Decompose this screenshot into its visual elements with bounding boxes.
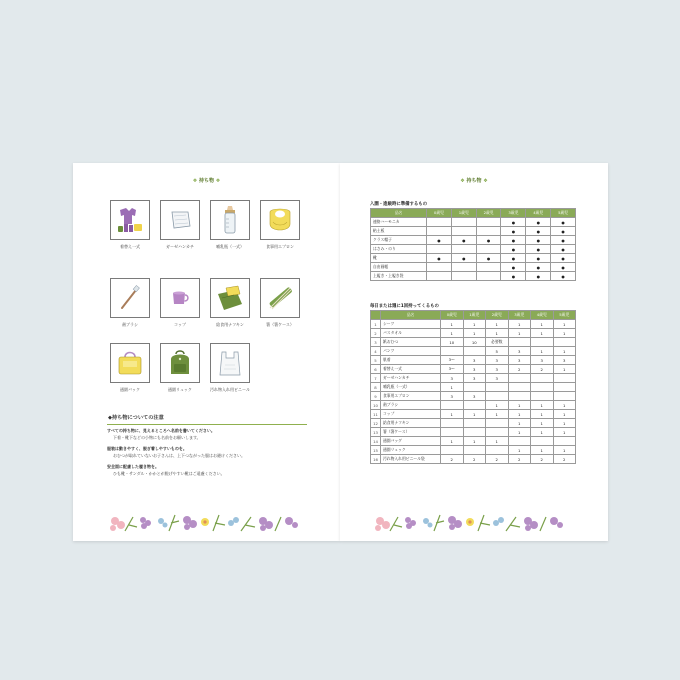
table-cell	[553, 374, 576, 383]
table-cell: 1	[441, 320, 464, 329]
table-cell: 1	[531, 410, 554, 419]
table-cell	[486, 428, 509, 437]
table-cell	[427, 245, 452, 254]
table-cell: 5	[371, 356, 381, 365]
table-cell: ●	[526, 227, 551, 236]
item-box	[110, 278, 150, 318]
chopsticks-icon	[264, 282, 296, 314]
item-box	[260, 278, 300, 318]
table-cell: ●	[451, 236, 476, 245]
table-row	[371, 263, 576, 272]
table-cell: 1	[486, 437, 509, 446]
item-label: 歯ブラシ	[122, 322, 138, 327]
table-cell: 必要数	[486, 338, 509, 347]
table-cell	[508, 437, 531, 446]
table-cell: 3	[371, 338, 381, 347]
table-cell: 3	[441, 392, 464, 401]
table-header-cell: 2歳児	[476, 209, 501, 218]
table-cell	[463, 401, 486, 410]
item-label: コップ	[174, 322, 186, 327]
table-cell	[531, 392, 554, 401]
table-header-cell: 3歳児	[508, 311, 531, 320]
table-cell: 1	[441, 437, 464, 446]
table-cell: 1	[531, 401, 554, 410]
item-chopsticks	[260, 278, 300, 328]
item-box	[210, 278, 250, 318]
table-row	[371, 236, 576, 245]
table-cell	[553, 383, 576, 392]
table-cell: ●	[551, 254, 576, 263]
header-glyph-left: ❖	[192, 178, 198, 184]
table-row	[371, 437, 576, 446]
note-line: すべての持ち物に、見えるところへ名前を書いてください。	[107, 428, 215, 433]
table-cell: 3	[463, 374, 486, 383]
table-header-cell: 3歳児	[501, 209, 526, 218]
table-cell: 3	[486, 356, 509, 365]
table-cell: ●	[526, 263, 551, 272]
table-cell: 3	[486, 374, 509, 383]
table-cell	[451, 218, 476, 227]
table-cell: ●	[501, 263, 526, 272]
table-cell	[531, 383, 554, 392]
table-cell	[476, 263, 501, 272]
table-cell: 1	[553, 329, 576, 338]
table-row	[371, 356, 576, 365]
table-cell	[508, 374, 531, 383]
item-label: 着替え一式	[120, 244, 140, 249]
table-cell: 5	[486, 347, 509, 356]
table-cell: 13	[371, 428, 381, 437]
table-cell: 6	[371, 365, 381, 374]
item-label: 汚れ物入れ用ビニール	[210, 387, 250, 392]
table-cell: 1	[441, 410, 464, 419]
table-cell	[463, 347, 486, 356]
table-row	[371, 254, 576, 263]
napkin-bag-icon	[214, 282, 246, 314]
table-cell: 9	[371, 392, 381, 401]
table-cell: 食事用エプロン	[381, 392, 441, 401]
item-bib	[260, 200, 300, 250]
table-cell: 1	[553, 401, 576, 410]
item-box	[160, 278, 200, 318]
bib-icon	[264, 204, 296, 236]
table-cell	[463, 428, 486, 437]
bag-icon	[114, 347, 146, 379]
table-cell: ●	[551, 272, 576, 281]
notes-divider	[107, 424, 307, 425]
table-cell: 1	[508, 329, 531, 338]
table-cell: 着替え一式	[381, 365, 441, 374]
table-cell: 3	[463, 365, 486, 374]
table-cell: ●	[551, 263, 576, 272]
item-box	[110, 343, 150, 383]
table-cell: 2	[371, 329, 381, 338]
table-cell: ●	[551, 218, 576, 227]
table-cell: ●	[427, 236, 452, 245]
table-cell: 1	[531, 419, 554, 428]
table-cell: 連絡ハーモニカ	[371, 218, 427, 227]
table-cell: ●	[501, 245, 526, 254]
cup-icon	[164, 282, 196, 314]
item-label: 哺乳瓶（一式）	[216, 244, 244, 249]
table-cell: 1	[531, 446, 554, 455]
table-cell	[553, 392, 576, 401]
item-cup	[160, 278, 200, 328]
item-box	[160, 343, 200, 383]
table-cell: 3	[531, 356, 554, 365]
table-cell	[463, 383, 486, 392]
table-cell	[553, 338, 576, 347]
left-page-header	[73, 177, 340, 184]
table-cell: 2	[463, 455, 486, 464]
table-cell	[463, 446, 486, 455]
table-row	[371, 347, 576, 356]
handkerchief-icon	[164, 204, 196, 236]
table-cell: シーツ	[381, 320, 441, 329]
table-cell: 1	[486, 329, 509, 338]
table1-header-row	[371, 209, 576, 218]
table-cell: 2	[486, 455, 509, 464]
table-cell	[508, 383, 531, 392]
table-cell: 1	[508, 428, 531, 437]
table-cell: 1	[553, 347, 576, 356]
table-cell: 箸（箸ケース）	[381, 428, 441, 437]
table-header-cell: 5歳児	[553, 311, 576, 320]
table-cell: ●	[451, 254, 476, 263]
right-page-header-text: 持ち物	[466, 178, 482, 184]
left-page	[73, 163, 340, 541]
table-cell: 1	[463, 410, 486, 419]
table-cell: 1	[441, 329, 464, 338]
table-cell	[427, 272, 452, 281]
table-cell	[441, 428, 464, 437]
right-page	[340, 163, 608, 541]
table-cell: 1	[463, 437, 486, 446]
table-cell: ●	[526, 254, 551, 263]
table-cell: 靴	[371, 254, 427, 263]
table-cell: 7	[371, 374, 381, 383]
table-cell: 1	[553, 446, 576, 455]
table-row	[371, 446, 576, 455]
table-cell: ●	[476, 254, 501, 263]
table-header-cell: 2歳児	[486, 311, 509, 320]
table-cell	[531, 437, 554, 446]
table-header-cell: 1歳児	[451, 209, 476, 218]
table-cell	[451, 245, 476, 254]
table-cell	[441, 419, 464, 428]
table-row	[371, 383, 576, 392]
table-cell: バスタオル	[381, 329, 441, 338]
table-row	[371, 401, 576, 410]
left-page-header-text: 持ち物	[198, 178, 214, 184]
preparation-table	[370, 208, 576, 281]
item-box	[160, 200, 200, 240]
item-napkin	[210, 278, 250, 328]
table-row	[371, 392, 576, 401]
table-cell	[531, 374, 554, 383]
item-clothes	[110, 200, 150, 250]
table-cell	[427, 227, 452, 236]
header-glyph-right: ❖	[483, 178, 488, 184]
table-cell: 2	[531, 455, 554, 464]
item-handkerchief	[160, 200, 200, 250]
table-cell: 3	[508, 356, 531, 365]
table-cell: 1	[531, 347, 554, 356]
table-cell: 2	[553, 455, 576, 464]
table-cell: 通園バッグ	[381, 437, 441, 446]
table-cell	[486, 392, 509, 401]
table-header-cell: 4歳児	[526, 209, 551, 218]
table-cell: ●	[526, 236, 551, 245]
table-cell: 1	[553, 428, 576, 437]
table-cell: 粘土板	[371, 227, 427, 236]
table-header-cell: 品名	[381, 311, 441, 320]
table-cell: 給食用ナフキン	[381, 419, 441, 428]
item-label: 通園リュック	[168, 387, 192, 392]
table-cell: コップ	[381, 410, 441, 419]
table-cell	[427, 263, 452, 272]
table-cell: ●	[427, 254, 452, 263]
table-cell: ●	[551, 245, 576, 254]
plastic-bag-icon	[214, 347, 246, 379]
table-cell	[486, 419, 509, 428]
table-cell	[508, 338, 531, 347]
item-plastic-bag	[210, 343, 250, 393]
table-cell: ●	[551, 236, 576, 245]
table-cell: 1	[553, 320, 576, 329]
table-cell: 10	[463, 338, 486, 347]
table-cell: ●	[501, 227, 526, 236]
table-cell: ガーゼハンカチ	[381, 374, 441, 383]
table-cell: 14	[371, 437, 381, 446]
table-cell	[451, 263, 476, 272]
table-cell: ●	[526, 245, 551, 254]
table-header-cell	[371, 311, 381, 320]
table-row	[371, 329, 576, 338]
table-cell: 1	[553, 365, 576, 374]
table-cell: 3	[463, 392, 486, 401]
item-label: 給食用ナフキン	[216, 322, 244, 327]
right-page-header	[340, 177, 608, 184]
table-cell: 16	[371, 455, 381, 464]
table-cell: 3	[486, 365, 509, 374]
table-cell: 肌着	[381, 356, 441, 365]
table-cell	[476, 272, 501, 281]
table-cell: ●	[526, 218, 551, 227]
note-line: 安全面に配慮した履き物を。	[107, 464, 159, 469]
item-box	[210, 200, 250, 240]
table-cell: 1	[553, 419, 576, 428]
table-row	[371, 428, 576, 437]
table-cell: 1	[486, 320, 509, 329]
item-box	[110, 200, 150, 240]
table-cell: 1	[463, 329, 486, 338]
table-cell: 1	[508, 410, 531, 419]
note-line: おむつが取れていないお子さんは、上下つながった服はお避けください。	[113, 453, 245, 458]
floral-decoration-icon	[374, 511, 570, 535]
table-cell: 10	[441, 338, 464, 347]
item-backpack	[160, 343, 200, 393]
clothes-icon	[114, 204, 146, 236]
item-toothbrush	[110, 278, 150, 328]
toothbrush-icon	[114, 282, 146, 314]
table-row	[371, 227, 576, 236]
table-header-cell: 4歳児	[531, 311, 554, 320]
table-cell: パンツ	[381, 347, 441, 356]
item-box	[260, 200, 300, 240]
table-cell: 15	[371, 446, 381, 455]
table-cell: 3〜	[441, 356, 464, 365]
table-cell: 歯ブラシ	[381, 401, 441, 410]
table-cell	[451, 227, 476, 236]
item-box	[210, 343, 250, 383]
table-header-cell: 品名	[371, 209, 427, 218]
table-cell: 1	[553, 410, 576, 419]
header-glyph-right: ❖	[215, 178, 221, 184]
note-line: 下着・靴下などの小物にも名前をお願いします。	[113, 435, 201, 440]
table-cell: 上履き・上履き袋	[371, 272, 427, 281]
daily-items-table	[370, 310, 576, 464]
table-cell: 1	[508, 401, 531, 410]
table-cell	[531, 338, 554, 347]
table-row	[371, 365, 576, 374]
table-cell: 汚れ物入れ用ビニール袋	[381, 455, 441, 464]
table-header-cell: 1歳児	[463, 311, 486, 320]
item-baby-bottle	[210, 200, 250, 250]
note-line: 服装は動きやすく、脱ぎ着しやすいものを。	[107, 446, 187, 451]
table-cell: ●	[501, 236, 526, 245]
table-cell: 11	[371, 410, 381, 419]
table-cell: 2	[508, 455, 531, 464]
table-cell	[441, 401, 464, 410]
table-cell: 2	[441, 455, 464, 464]
table-cell	[427, 218, 452, 227]
table-row	[371, 374, 576, 383]
table2-title: 毎日または週に1回持ってくるもの	[370, 304, 439, 309]
table-cell: 12	[371, 419, 381, 428]
table-cell: ●	[501, 272, 526, 281]
table-row	[371, 410, 576, 419]
table-header-cell: 5歳児	[551, 209, 576, 218]
backpack-icon	[164, 347, 196, 379]
table-cell: ●	[526, 272, 551, 281]
table-cell: 3	[441, 374, 464, 383]
table-cell	[441, 347, 464, 356]
floral-decoration-icon	[109, 511, 305, 535]
table-cell: 4	[371, 347, 381, 356]
table-cell	[451, 272, 476, 281]
table-cell	[486, 383, 509, 392]
note-line: ひも靴・サンダル・かかとが脱げやすい靴はご遠慮ください。	[113, 471, 225, 476]
table-cell: ●	[476, 236, 501, 245]
item-school-bag	[110, 343, 150, 393]
table-cell	[476, 218, 501, 227]
table-cell: 3〜	[441, 365, 464, 374]
table-cell	[476, 227, 501, 236]
table2-header-row	[371, 311, 576, 320]
table-cell: ●	[551, 227, 576, 236]
notes-title: ◆持ち物についての注意	[108, 415, 164, 421]
table-cell	[508, 392, 531, 401]
table-cell: 3	[553, 356, 576, 365]
table-header-cell: 0歳児	[441, 311, 464, 320]
table-row	[371, 272, 576, 281]
baby-bottle-icon	[214, 204, 246, 236]
table-cell: 1	[508, 419, 531, 428]
item-label: ガーゼハンカチ	[166, 244, 194, 249]
table1-title: 入園・進級時に準備するもの	[370, 202, 428, 207]
table-cell	[476, 245, 501, 254]
table-cell: 1	[441, 383, 464, 392]
table-cell: 哺乳瓶（一式）	[381, 383, 441, 392]
table-cell: 1	[371, 320, 381, 329]
table-cell	[463, 419, 486, 428]
table-cell: 3	[463, 356, 486, 365]
item-label: 食事用エプロン	[266, 244, 294, 249]
table-cell: 1	[531, 428, 554, 437]
table-cell: 紙おむつ	[381, 338, 441, 347]
table-cell: 1	[508, 320, 531, 329]
table-cell	[486, 446, 509, 455]
item-label: 通園バック	[120, 387, 140, 392]
table-cell: 自由画帳	[371, 263, 427, 272]
table-row	[371, 419, 576, 428]
table-cell: 3	[508, 347, 531, 356]
table-cell: 通園リュック	[381, 446, 441, 455]
table-row	[371, 245, 576, 254]
table-cell: 8	[371, 383, 381, 392]
table-row	[371, 320, 576, 329]
table-row	[371, 218, 576, 227]
table-cell: 1	[531, 320, 554, 329]
table-cell	[441, 446, 464, 455]
header-glyph-left: ❖	[460, 178, 465, 184]
item-label: 箸（箸ケース）	[266, 322, 294, 327]
table-cell: クラス帽子	[371, 236, 427, 245]
table-cell: 1	[531, 329, 554, 338]
table-row	[371, 455, 576, 464]
table-cell: 1	[508, 446, 531, 455]
table-cell: はさみ・のり	[371, 245, 427, 254]
table-cell: ●	[501, 218, 526, 227]
table-header-cell: 0歳児	[427, 209, 452, 218]
table-cell: ●	[501, 254, 526, 263]
table-cell: 2	[508, 365, 531, 374]
table-cell: 1	[486, 401, 509, 410]
table-cell	[553, 437, 576, 446]
table-cell: 1	[463, 320, 486, 329]
table-cell: 2	[531, 365, 554, 374]
table-row	[371, 338, 576, 347]
table-cell: 1	[486, 410, 509, 419]
table-cell: 10	[371, 401, 381, 410]
